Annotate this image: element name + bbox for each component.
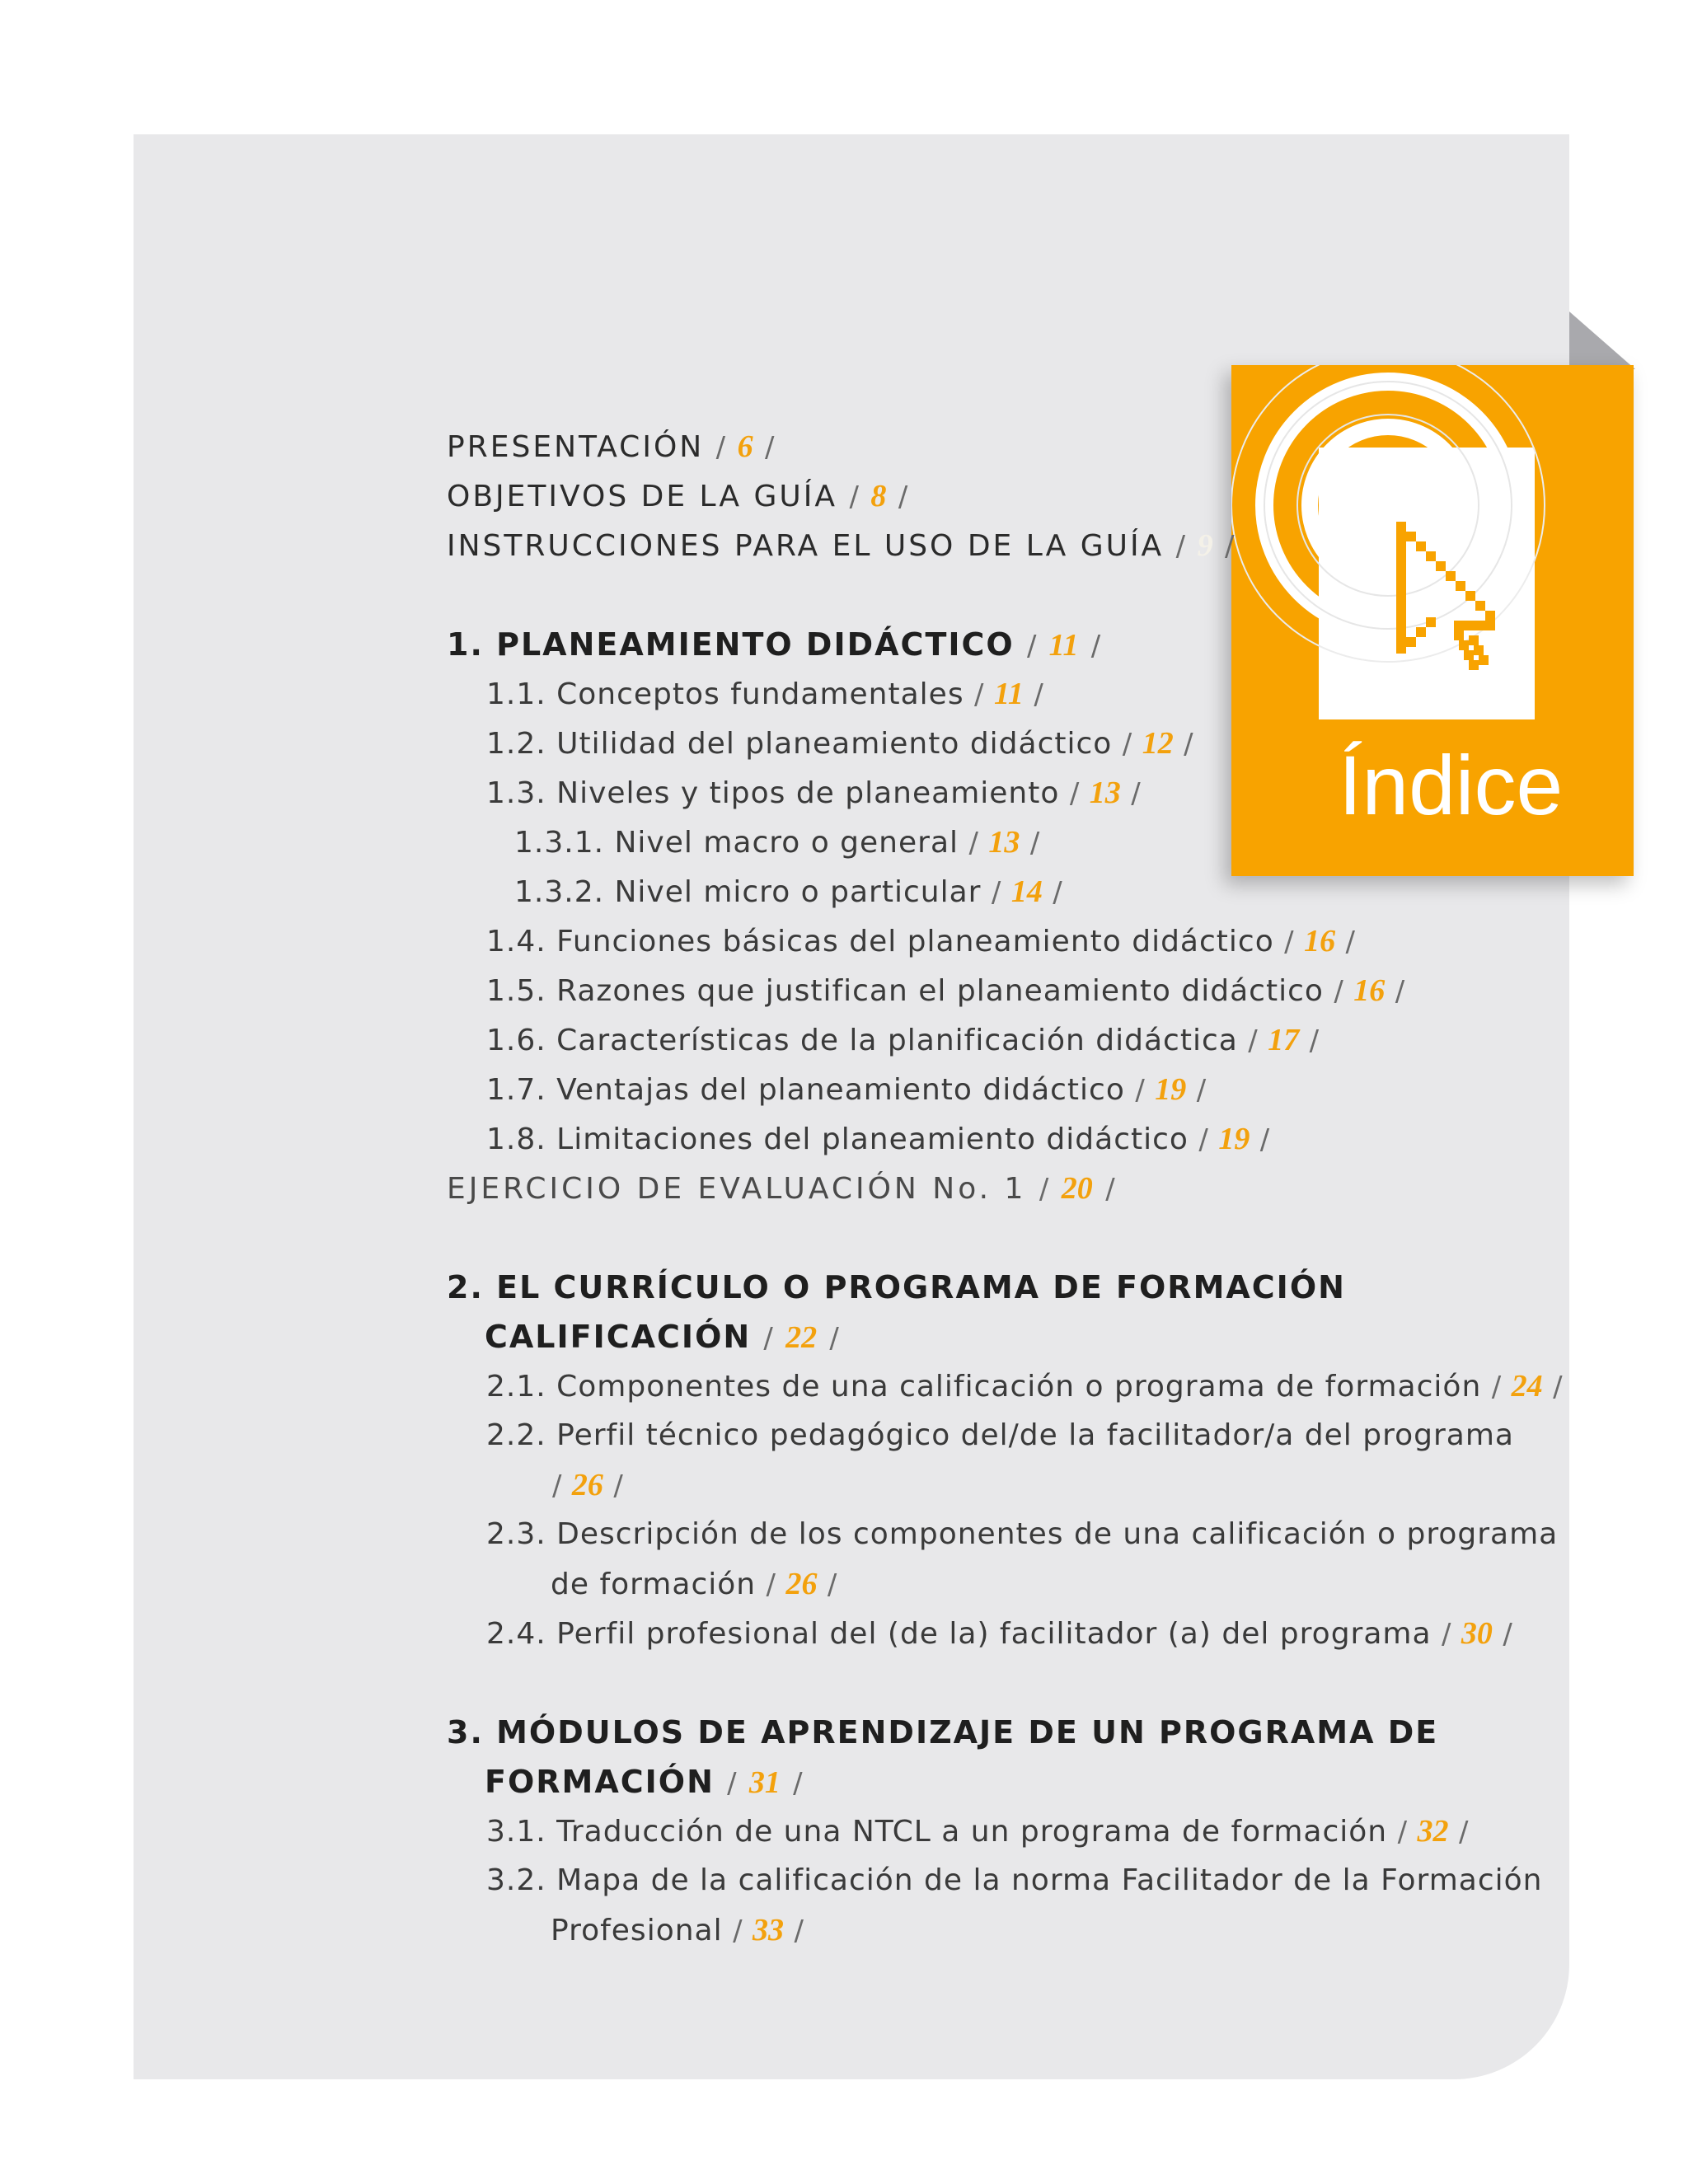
toc-page-number: 26 <box>571 1468 603 1502</box>
toc-entry[interactable]: 1.6. Características de la planificación didáctica / 17 / <box>486 1023 1320 1057</box>
toc-page-number: 22 <box>785 1320 818 1355</box>
toc-entry[interactable]: OBJETIVOS DE LA GUÍA / 8 / <box>447 479 908 513</box>
toc-entry-label: 1. PLANEAMIENTO DIDÁCTICO <box>447 626 1015 663</box>
toc-page-number: 16 <box>1304 924 1336 958</box>
toc-page-number: 9 <box>1197 528 1213 563</box>
toc-page-number: 24 <box>1511 1369 1543 1404</box>
toc-entry-continued[interactable]: Profesional / 33 / <box>551 1913 804 1947</box>
toc-entry-label: 3.1. Traducción de una NTCL a un programa de formación <box>486 1815 1388 1849</box>
toc-page-number: 6 <box>737 429 753 464</box>
toc-entry[interactable]: 1.3.2. Nivel micro o particular / 14 / <box>514 874 1062 909</box>
toc-page-number: 14 <box>1010 874 1043 909</box>
toc-entry-label: Profesional <box>551 1914 723 1947</box>
index-title: Índice <box>1339 738 1564 832</box>
toc-entry[interactable]: 1.8. Limitaciones del planeamiento didáctico / 19 / <box>486 1122 1270 1156</box>
toc-page-number: 13 <box>988 825 1020 860</box>
toc-entry-label: 2.1. Componentes de una calificación o programa de formación <box>486 1370 1482 1404</box>
toc-section-heading-continued[interactable]: CALIFICACIÓN / 22 / <box>485 1319 839 1355</box>
toc-entry-label: de formación <box>551 1568 757 1601</box>
toc-page-number: 33 <box>752 1913 784 1947</box>
toc-entry-label: 2.4. Perfil profesional del (de la) facilitador (a) del programa <box>486 1617 1432 1651</box>
toc-entry[interactable]: 1.7. Ventajas del planeamiento didáctico / 19 / <box>486 1072 1207 1107</box>
toc-entry-label: 1.3. Niveles y tipos de planeamiento <box>486 776 1060 810</box>
toc-entry[interactable]: 1.4. Funciones básicas del planeamiento didáctico / 16 / <box>486 924 1356 958</box>
toc-entry-continued[interactable]: de formación / 26 / <box>551 1567 837 1601</box>
toc-entry-label: EJERCICIO DE EVALUACIÓN No. 1 <box>447 1172 1027 1206</box>
toc-entry[interactable]: 2.1. Componentes de una calificación o programa de formación / 24 / <box>486 1369 1563 1404</box>
toc-entry[interactable] <box>486 1418 1514 1454</box>
toc-entry[interactable]: 3.1. Traducción de una NTCL a un programa de formación / 32 / <box>486 1814 1469 1849</box>
toc-entry-label: 2. EL CURRÍCULO O PROGRAMA DE FORMACIÓN <box>447 1269 1346 1305</box>
toc-page-number: 17 <box>1268 1023 1300 1057</box>
toc-entry[interactable]: 1.3. Niveles y tipos de planeamiento / 13 / <box>486 776 1141 810</box>
page-fold-shadow <box>1569 312 1635 369</box>
toc-section-heading[interactable]: 1. PLANEAMIENTO DIDÁCTICO / 11 / <box>447 626 1101 663</box>
toc-page-number: 13 <box>1089 776 1121 810</box>
toc-entry-label: 1.5. Razones que justifican el planeamiento didáctico <box>486 974 1324 1008</box>
toc-entry-label: FORMACIÓN <box>485 1764 715 1800</box>
toc-entry[interactable]: INSTRUCCIONES PARA EL USO DE LA GUÍA / 9 / <box>447 528 1235 563</box>
toc-entry-label: 1.3.1. Nivel macro o general <box>514 826 959 860</box>
toc-page-number: 31 <box>748 1765 781 1800</box>
toc-entry[interactable]: 2.4. Perfil profesional del (de la) facilitador (a) del programa / 30 / <box>486 1616 1512 1651</box>
toc-entry-label: 1.1. Conceptos fundamentales <box>486 677 964 711</box>
toc-entry[interactable]: 1.1. Conceptos fundamentales / 11 / <box>486 677 1043 711</box>
toc-entry[interactable]: PRESENTACIÓN / 6 / <box>447 429 775 464</box>
toc-entry-label: PRESENTACIÓN <box>447 430 705 464</box>
toc-page-number: 12 <box>1142 726 1174 761</box>
toc-page-number: 32 <box>1417 1814 1449 1849</box>
toc-page-number: 16 <box>1353 973 1386 1008</box>
toc-entry-label: 1.4. Funciones básicas del planeamiento didáctico <box>486 925 1274 958</box>
toc-page-number: 26 <box>785 1567 818 1601</box>
toc-entry[interactable] <box>486 1516 1558 1553</box>
toc-entry-label: 1.7. Ventajas del planeamiento didáctico <box>486 1073 1125 1107</box>
toc-section-heading[interactable] <box>447 1714 1438 1750</box>
toc-page-number: 19 <box>1155 1072 1187 1107</box>
toc-entry-label: OBJETIVOS DE LA GUÍA <box>447 480 837 513</box>
toc-entry[interactable]: 1.5. Razones que justifican el planeamiento didáctico / 16 / <box>486 973 1405 1008</box>
toc-entry-label: INSTRUCCIONES PARA EL USO DE LA GUÍA <box>447 529 1165 563</box>
toc-entry-label: 3. MÓDULOS DE APRENDIZAJE DE UN PROGRAMA DE <box>447 1714 1439 1750</box>
toc-page-number: 11 <box>1048 628 1079 663</box>
toc-entry-label: CALIFICACIÓN <box>485 1319 752 1355</box>
toc-entry[interactable]: EJERCICIO DE EVALUACIÓN No. 1 / 20 / <box>447 1171 1115 1206</box>
toc-entry-label: 1.6. Características de la planificación didáctica <box>486 1024 1238 1057</box>
toc-entry[interactable]: 1.2. Utilidad del planeamiento didáctico / 12 / <box>486 726 1193 761</box>
toc-page-number: 11 <box>993 677 1024 711</box>
toc-entry-label: 1.8. Limitaciones del planeamiento didáctico <box>486 1122 1189 1156</box>
toc-entry[interactable]: 1.3.1. Nivel macro o general / 13 / <box>514 825 1040 860</box>
toc-page-number: 30 <box>1461 1616 1493 1651</box>
index-badge <box>1231 365 1634 876</box>
toc-entry-label: 1.3.2. Nivel micro o particular <box>514 875 982 909</box>
toc-entry-continued[interactable]: / 26 / <box>552 1468 623 1502</box>
toc-entry-label: 1.2. Utilidad del planeamiento didáctico <box>486 727 1113 761</box>
toc-entry-label: 3.2. Mapa de la calificación de la norma Facilitador de la Formación <box>486 1863 1543 1897</box>
toc-section-heading-continued[interactable]: FORMACIÓN / 31 / <box>485 1764 803 1800</box>
toc-section-heading[interactable] <box>447 1269 1346 1305</box>
toc-page-number: 19 <box>1218 1122 1250 1156</box>
toc-entry-label: 2.3. Descripción de los componentes de una calificación o programa <box>486 1517 1559 1551</box>
toc-page-number: 8 <box>870 479 887 513</box>
toc-entry[interactable] <box>486 1863 1542 1899</box>
toc-entry-label: 2.2. Perfil técnico pedagógico del/de la facilitador/a del programa <box>486 1418 1514 1452</box>
toc-page-number: 20 <box>1061 1171 1093 1206</box>
